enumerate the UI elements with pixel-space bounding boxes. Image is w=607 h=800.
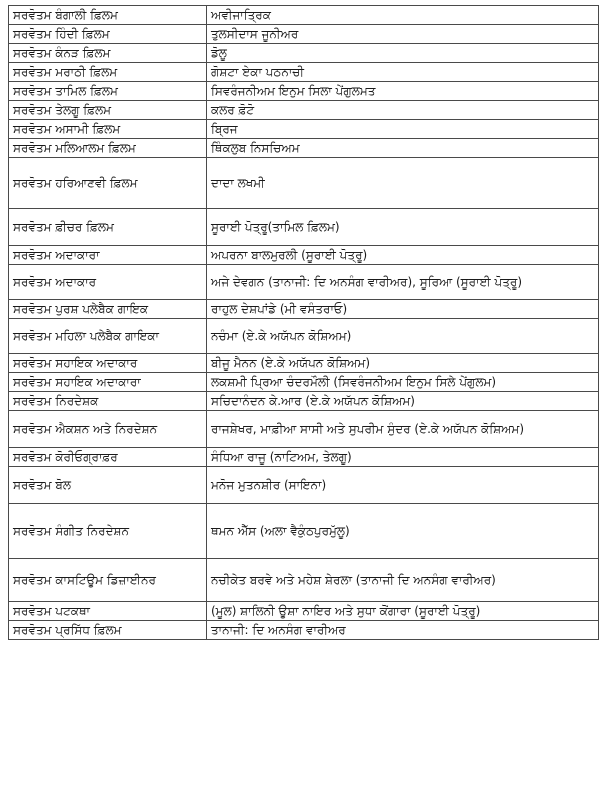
award-winner-cell: ਕਲਰ ਫ਼ੋਟੋ bbox=[207, 101, 599, 120]
award-winner-cell: ਬੀਜੂ ਮੈਨਨ (ਏ.ਕੇ ਅਯੱਪਨ ਕੋਸ਼ਿਅਮ) bbox=[207, 354, 599, 373]
award-row bbox=[9, 319, 599, 354]
award-winner-cell: ਰਾਜਸ਼ੇਖਰ, ਮਾਫ਼ੀਆ ਸਾਸੀ ਅਤੇ ਸੁਪਰੀਮ ਸੁੰਦਰ (ਏ.ਕੇ ਅਯੱਪਨ ਕੋਸ਼ਿਅਮ) bbox=[207, 411, 599, 448]
award-winner-cell: ਰਾਹੁਲ ਦੇਸ਼ਪਾਂਡੇ (ਮੀ ਵਸੰਤਰਾਓ) bbox=[207, 300, 599, 319]
award-winner-cell: ਥਮਨ ਐੱਸ (ਅਲਾ ਵੈਕੁੰਠਪੁਰਮੁੱਲੂ) bbox=[207, 504, 599, 559]
award-category-cell: ਸਰਵੋਤਮ ਕਾਸਟਿਊਮ ਡਿਜ਼ਾਈਨਰ bbox=[9, 559, 207, 602]
award-category-cell: ਸਰਵੋਤਮ ਨਿਰਦੇਸ਼ਕ bbox=[9, 392, 207, 411]
award-winner-cell: ਤੁਲਸੀਦਾਸ ਜੂਨੀਅਰ bbox=[207, 25, 599, 44]
award-category-cell: ਸਰਵੋਤਮ ਮਲਿਆਲਮ ਫ਼ਿਲਮ bbox=[9, 139, 207, 158]
award-category-cell: ਸਰਵੋਤਮ ਹਿੰਦੀ ਫ਼ਿਲਮ bbox=[9, 25, 207, 44]
award-winner-cell: ਸੂਰਾਈ ਪੋਤ੍ਰੂ(ਤਾਮਿਲ ਫ਼ਿਲਮ) bbox=[207, 209, 599, 246]
award-winner-cell: ਮਨੋਜ ਮੁਤਨਸ਼ੀਰ (ਸਾਇਨਾ) bbox=[207, 467, 599, 504]
award-row bbox=[9, 300, 599, 319]
award-winner-cell: ਸੰਧਿਆ ਰਾਜੂ (ਨਾਟਿਅਮ, ਤੇਲਗੂ) bbox=[207, 448, 599, 467]
award-row bbox=[9, 354, 599, 373]
award-winner-cell: ਅਪਰਨਾ ਬਾਲਮੁਰਲੀ (ਸੂਰਾਈ ਪੋਤ੍ਰੂ) bbox=[207, 246, 599, 265]
award-category-cell: ਸਰਵੋਤਮ ਐਕਸ਼ਨ ਅਤੇ ਨਿਰਦੇਸ਼ਨ bbox=[9, 411, 207, 448]
award-category-cell: ਸਰਵੋਤਮ ਮਰਾਠੀ ਫ਼ਿਲਮ bbox=[9, 63, 207, 82]
award-row bbox=[9, 621, 599, 640]
award-row bbox=[9, 392, 599, 411]
award-row bbox=[9, 158, 599, 209]
award-category-cell: ਸਰਵੋਤਮ ਸਹਾਇਕ ਅਦਾਕਾਰਾ bbox=[9, 373, 207, 392]
award-winner-cell: ਥਿੰਕਲੁਬ ਨਿਸਚਿਅਮ bbox=[207, 139, 599, 158]
award-row bbox=[9, 6, 599, 25]
award-row bbox=[9, 246, 599, 265]
award-category-cell: ਸਰਵੋਤਮ ਸੰਗੀਤ ਨਿਰਦੇਸ਼ਨ bbox=[9, 504, 207, 559]
award-row bbox=[9, 120, 599, 139]
award-category-cell: ਸਰਵੋਤਮ ਅਦਾਕਾਰਾ bbox=[9, 246, 207, 265]
award-row bbox=[9, 265, 599, 300]
awards-table bbox=[8, 5, 599, 640]
award-row bbox=[9, 504, 599, 559]
award-winner-cell: ਗੋਸ਼ਟਾ ਏਕਾ ਪਠਨਾਚੀ bbox=[207, 63, 599, 82]
award-winner-cell: ਡੋਲੂ bbox=[207, 44, 599, 63]
award-category-cell: ਸਰਵੋਤਮ ਹਰਿਆਣਵੀ ਫ਼ਿਲਮ bbox=[9, 158, 207, 209]
award-winner-cell: ਅਵੀਜਾਤ੍ਰਿਕ bbox=[207, 6, 599, 25]
award-category-cell: ਸਰਵੋਤਮ ਕੋਰੀਓਗ੍ਰਾਫ਼ਰ bbox=[9, 448, 207, 467]
award-winner-cell: ਅਜੇ ਦੇਵਗਨ (ਤਾਨਾਜੀ: ਦਿ ਅਨਸੰਗ ਵਾਰੀਅਰ), ਸੂਰਿਆ (ਸੂਰਾਈ ਪੋਤ੍ਰੂ) bbox=[207, 265, 599, 300]
award-category-cell: ਸਰਵੋਤਮ ਫ਼ੀਚਰ ਫ਼ਿਲਮ bbox=[9, 209, 207, 246]
award-category-cell: ਸਰਵੋਤਮ ਬੰਗਾਲੀ ਫ਼ਿਲਮ bbox=[9, 6, 207, 25]
award-row bbox=[9, 82, 599, 101]
award-row bbox=[9, 411, 599, 448]
award-winner-cell: ਲਕਸ਼ਮੀ ਪ੍ਰਿਆ ਚੰਦਰਮੌਲੀ (ਸਿਵਰੰਜਨੀਅਮ ਇਨੁਮ ਸਿਲੇ ਪੇਂਗੁਲਮ) bbox=[207, 373, 599, 392]
award-category-cell: ਸਰਵੋਤਮ ਅਦਾਕਾਰ bbox=[9, 265, 207, 300]
awards-table-body bbox=[9, 6, 599, 640]
award-winner-cell: ਨਚੰਮਾ (ਏ.ਕੇ ਅਯੱਪਨ ਕੋਸ਼ਿਅਮ) bbox=[207, 319, 599, 354]
award-category-cell: ਸਰਵੋਤਮ ਪਟਕਥਾ bbox=[9, 602, 207, 621]
award-winner-cell: ਸਚਿਦਾਨੰਦਨ ਕੇ.ਆਰ (ਏ.ਕੇ ਅਯੱਪਨ ਕੋਸ਼ਿਅਮ) bbox=[207, 392, 599, 411]
award-row bbox=[9, 209, 599, 246]
award-row bbox=[9, 139, 599, 158]
award-winner-cell: ਤਾਨਾਜੀ: ਦਿ ਅਨਸੰਗ ਵਾਰੀਅਰ bbox=[207, 621, 599, 640]
award-winner-cell: ਬ੍ਰਿਜ bbox=[207, 120, 599, 139]
award-row bbox=[9, 448, 599, 467]
award-winner-cell: (ਮੂਲ) ਸ਼ਾਲਿਨੀ ਊਸ਼ਾ ਨਾਇਰ ਅਤੇ ਸੁਧਾ ਕੋਂਗਾਰਾ (ਸੂਰਾਈ ਪੋਤ੍ਰੂ) bbox=[207, 602, 599, 621]
award-category-cell: ਸਰਵੋਤਮ ਬੋਲ bbox=[9, 467, 207, 504]
award-row bbox=[9, 467, 599, 504]
award-winner-cell: ਸਿਵਰੰਜਨੀਅਮ ਇਨੁਮ ਸਿਲਾ ਪੇਂਗੁਲਮਤ bbox=[207, 82, 599, 101]
award-category-cell: ਸਰਵੋਤਮ ਕੰਨੜ ਫ਼ਿਲਮ bbox=[9, 44, 207, 63]
award-row bbox=[9, 25, 599, 44]
award-row bbox=[9, 559, 599, 602]
award-winner-cell: ਦਾਦਾ ਲਖਮੀ bbox=[207, 158, 599, 209]
award-row bbox=[9, 602, 599, 621]
award-category-cell: ਸਰਵੋਤਮ ਪ੍ਰਸਿੱਧ ਫ਼ਿਲਮ bbox=[9, 621, 207, 640]
award-row bbox=[9, 63, 599, 82]
award-category-cell: ਸਰਵੋਤਮ ਅਸਾਮੀ ਫ਼ਿਲਮ bbox=[9, 120, 207, 139]
award-row bbox=[9, 373, 599, 392]
award-category-cell: ਸਰਵੋਤਮ ਸਹਾਇਕ ਅਦਾਕਾਰ bbox=[9, 354, 207, 373]
award-winner-cell: ਨਚੀਕੇਤ ਬਰਵੇ ਅਤੇ ਮਹੇਸ਼ ਸ਼ੇਰਲਾ (ਤਾਨਾਜੀ ਦਿ ਅਨਸੰਗ ਵਾਰੀਅਰ) bbox=[207, 559, 599, 602]
award-row bbox=[9, 101, 599, 120]
award-category-cell: ਸਰਵੋਤਮ ਤੇਲਗੂ ਫ਼ਿਲਮ bbox=[9, 101, 207, 120]
award-category-cell: ਸਰਵੋਤਮ ਮਹਿਲਾ ਪਲੇਬੈਕ ਗਾਇਕਾ bbox=[9, 319, 207, 354]
award-category-cell: ਸਰਵੋਤਮ ਪੁਰਸ਼ ਪਲੇਬੈਕ ਗਾਇਕ bbox=[9, 300, 207, 319]
award-category-cell: ਸਰਵੋਤਮ ਤਾਮਿਲ ਫ਼ਿਲਮ bbox=[9, 82, 207, 101]
award-row bbox=[9, 44, 599, 63]
